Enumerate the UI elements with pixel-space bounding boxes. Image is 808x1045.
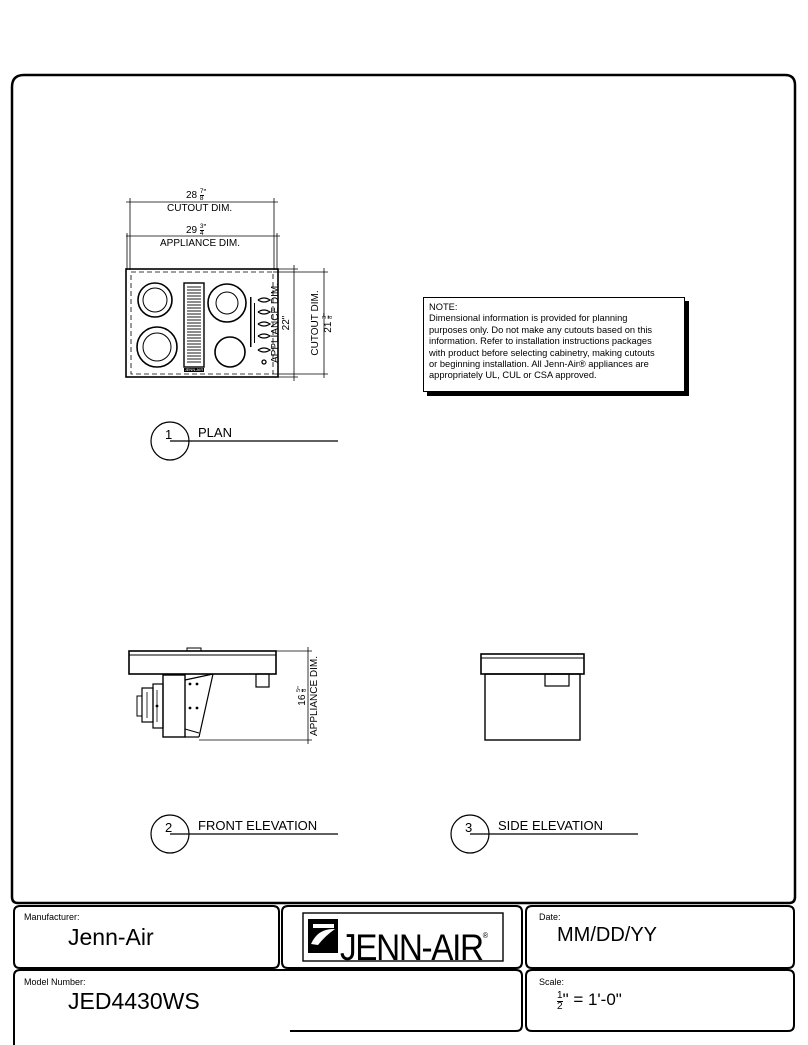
sheet-border [12, 75, 795, 903]
burner-right-rear [208, 284, 246, 322]
side-elevation-view [481, 654, 584, 740]
view-title-front-elevation: FRONT ELEVATION [198, 818, 318, 833]
logo-mark-icon [308, 919, 338, 953]
manufacturer-value: Jenn-Air [68, 924, 154, 950]
scale-value: $\frac{1}{2}$ " = 1'-0" [557, 990, 622, 1012]
note-line: Dimensional information is provided for planning [429, 313, 628, 324]
date-value: MM/DD/YY [557, 924, 657, 946]
view-title-side-elevation: SIDE ELEVATION [498, 818, 603, 833]
note-line: purposes only. Do not make any cutouts based on this [429, 324, 653, 335]
view-number-1: 1 [165, 427, 173, 442]
view-number-3: 3 [465, 820, 473, 835]
plan-appliance-label: APPLIANCE DIM. [160, 238, 241, 249]
note-box [423, 297, 685, 392]
note-line: with product before selecting cabinetry, making cutouts [429, 347, 655, 358]
plan-cutout-width: 28 $\frac{7}{8}$ " [186, 187, 207, 202]
note-line: or beginning installation. All Jenn-Air® appliances are [429, 359, 649, 370]
plan-badge-text: JENN-AIR [184, 367, 204, 372]
control-panel [258, 298, 270, 364]
front-elevation-view [129, 647, 312, 744]
view-number-2: 2 [165, 820, 173, 835]
cutout-outline [131, 272, 273, 374]
date-label: Date: [539, 912, 561, 922]
view-title-plan: PLAN [198, 425, 232, 440]
model-number-value: JED4430WS [68, 988, 200, 1014]
model-number-label: Model Number: [24, 977, 86, 987]
view-callout-1 [151, 422, 338, 460]
plan-cutout-label: CUTOUT DIM. [167, 203, 233, 214]
note-line: appropriately UL, CUL or CSA approved. [429, 370, 597, 381]
manufacturer-label: Manufacturer: [24, 912, 80, 922]
note-title: NOTE: [429, 302, 458, 312]
brand-logo: JENN-AIR® [340, 927, 489, 968]
cooktop-outline [126, 269, 278, 377]
plan-appliance-width: 29 $\frac{3}{4}$ " [186, 222, 207, 237]
plan-view [126, 198, 328, 381]
burner-right-front [215, 337, 245, 367]
note-line: information. Refer to installation instructions packages [429, 336, 652, 347]
scale-label: Scale: [539, 977, 565, 987]
